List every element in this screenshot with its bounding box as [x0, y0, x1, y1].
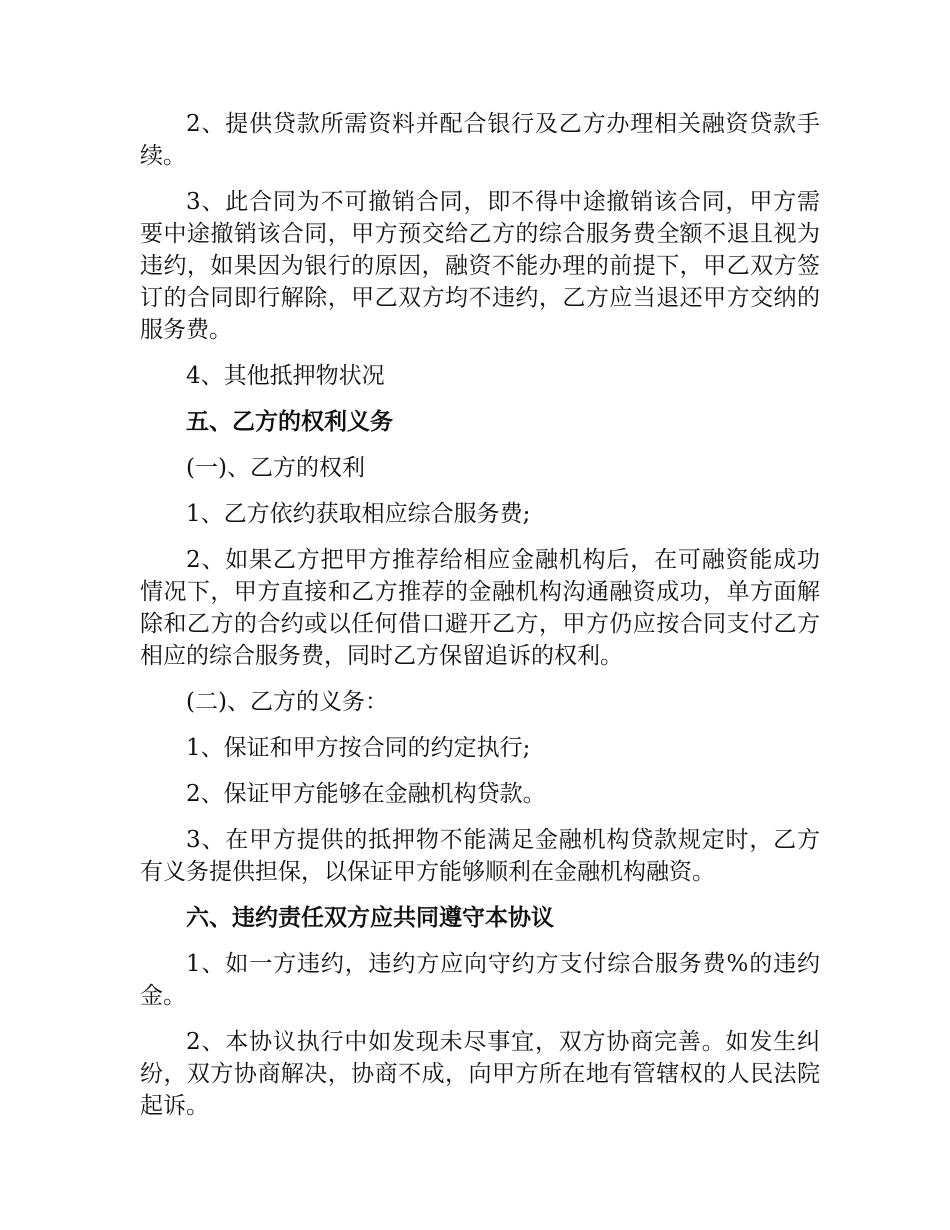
clause-4-collateral: 4、其他抵押物状况: [186, 363, 385, 389]
clause-2-materials: 2、提供贷款所需资料并配合银行及乙方办理相关融资贷款手续。: [140, 111, 820, 169]
document-page: [140, 108, 820, 1136]
breach-clause-2: 2、本协议执行中如发现未尽事宜，双方协商完善。如发生纠纷，双方协商解决，协商不成，向甲方所在地有管辖权的人民法院起诉。: [140, 1029, 820, 1119]
obligations-clause-3: 3、在甲方提供的抵押物不能满足金融机构贷款规定时，乙方有义务提供担保，以保证甲方能够顺利在金融机构融资。: [140, 827, 820, 885]
section-6-heading: 六、违约责任双方应共同遵守本协议: [186, 904, 554, 931]
subsection-obligations-heading: (二)、乙方的义务：: [186, 689, 388, 715]
rights-clause-1: 1、乙方依约获取相应综合服务费;: [186, 501, 531, 527]
subsection-rights-heading: (一)、乙方的权利: [186, 455, 365, 481]
obligations-clause-2: 2、保证甲方能够在金融机构贷款。: [186, 781, 546, 807]
clause-3-irrevocable: 3、此合同为不可撤销合同，即不得中途撤销该合同，甲方需要中途撤销该合同，甲方预交给乙方的综合服务费全额不退且视为违约，如果因为银行的原因，融资不能办理的前提下，甲乙双方签订的合同即行解除，甲乙双方均不违约，乙方应当退还甲方交纳的服务费。: [140, 189, 820, 343]
section-5-heading: 五、乙方的权利义务: [186, 408, 393, 435]
breach-clause-1: 1、如一方违约，违约方应向守约方支付综合服务费%的违约金。: [140, 951, 820, 1009]
rights-clause-2: 2、如果乙方把甲方推荐给相应金融机构后，在可融资能成功情况下，甲方直接和乙方推荐的金融机构沟通融资成功，单方面解除和乙方的合约或以任何借口避开乙方，甲方仍应按合同支付乙方相应的综合服务费，同时乙方保留追诉的权利。: [140, 547, 820, 669]
obligations-clause-1: 1、保证和甲方按合同的约定执行;: [186, 735, 531, 761]
